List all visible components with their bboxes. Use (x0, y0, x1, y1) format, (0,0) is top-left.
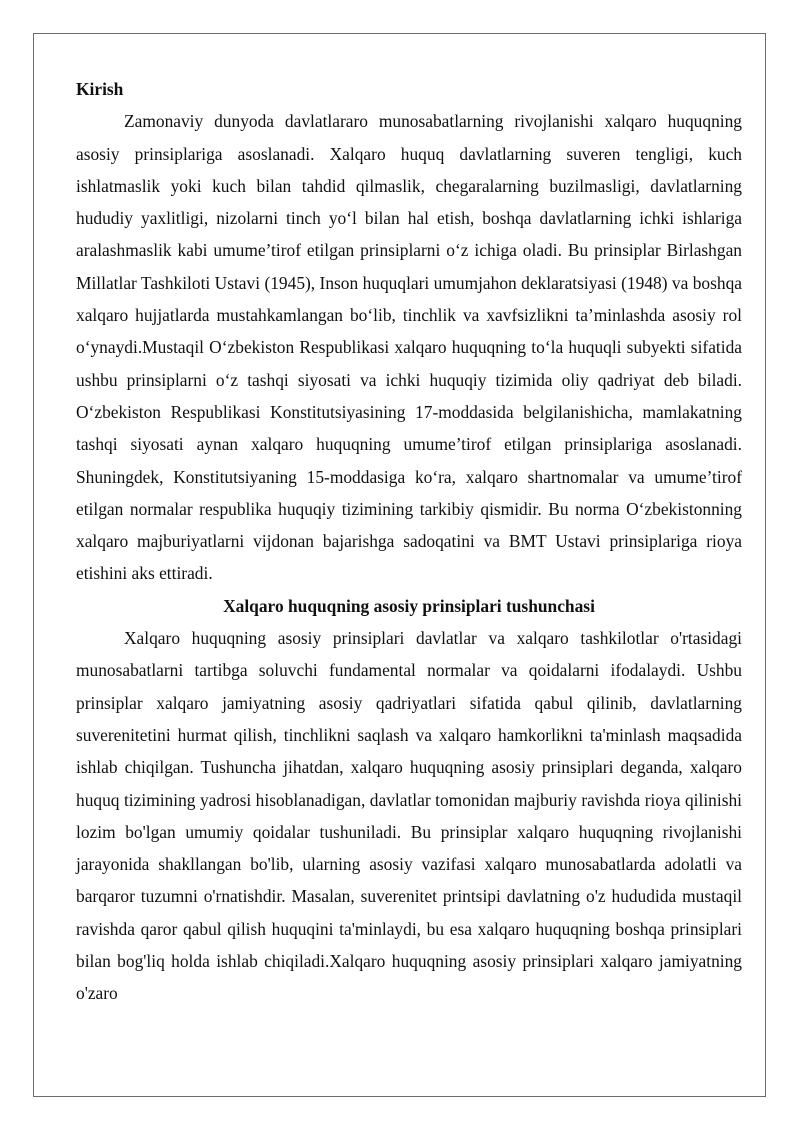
intro-paragraph: Zamonaviy dunyoda davlatlararo munosabatlarning rivojlanishi xalqaro huquqning asosiy prinsiplariga asoslanadi. Xalqaro huquq davlatlarning suveren tengligi, kuch ishlatmaslik yoki kuch bilan tahdid qilmaslik, chegaralarning buzilmasligi, davlatlarning hududiy yaxlitligi, nizolarni tinch yo‘l bilan hal etish, boshqa davlatlarning ichki ishlariga aralashmaslik kabi umume’tirof etilgan prinsiplarni o‘z ichiga oladi. Bu prinsiplar Birlashgan Millatlar Tashkiloti Ustavi (1945), Inson huquqlari umumjahon deklaratsiyasi (1948) va boshqa xalqaro hujjatlarda mustahkamlangan bo‘lib, tinchlik va xavfsizlikni ta’minlashda asosiy rol o‘ynaydi.Mustaqil O‘zbekiston Respublikasi xalqaro huquqning to‘la huquqli subyekti sifatida ushbu prinsiplarni o‘z tashqi siyosati va ichki huquqiy tizimida oliy qadriyat deb biladi. O‘zbekiston Respublikasi Konstitutsiyasining 17-moddasida belgilanishicha, mamlakatning tashqi siyosati aynan xalqaro huquqning umume’tirof etilgan prinsiplariga asoslanadi. Shuningdek, Konstitutsiyaning 15-moddasiga ko‘ra, xalqaro shartnomalar va umume’tirof etilgan normalar respublika huquqiy tizimining tarkibiy qismidir. Bu norma O‘zbekistonning xalqaro majburiyatlarni vijdonan bajarishga sadoqatini va BMT Ustavi prinsiplariga rioya etishini aks ettiradi. (76, 111, 742, 584)
section-paragraph: Xalqaro huquqning asosiy prinsiplari davlatlar va xalqaro tashkilotlar o'rtasidagi munosabatlarni tartibga soluvchi fundamental normalar va qoidalarni ifodalaydi. Ushbu prinsiplar xalqaro jamiyatning asosiy qadriyatlari sifatida qabul qilinib, davlatlarning suverenitetini hurmat qilish, tinchlikni saqlash va xalqaro hamkorlikni ta'minlash maqsadida ishlab chiqilgan. Tushuncha jihatdan, xalqaro huquqning asosiy prinsiplari deganda, xalqaro huquq tizimining yadrosi hisoblanadigan, davlatlar tomonidan majburiy ravishda rioya qilinishi lozim bo'lgan umumiy qoidalar tushuniladi. Bu prinsiplar xalqaro huquqning rivojlanishi jarayonida shakllangan bo'lib, ularning asosiy vazifasi xalqaro munosabatlarda adolatli va barqaror tuzumni o'rnatishdir. Masalan, suverenitet printsipi davlatning o'z hududida mustaqil ravishda qaror qabul qilish huquqini ta'minlaydi, bu esa xalqaro huquqning boshqa prinsiplari bilan bog'liq holda ishlab chiqiladi.Xalqaro huquqning asosiy prinsiplari xalqaro jamiyatning o'zaro (76, 628, 742, 1004)
section-heading: Xalqaro huquqning asosiy prinsiplari tushunchasi (223, 595, 595, 616)
document-body (76, 73, 742, 1010)
intro-heading: Kirish (76, 79, 124, 99)
